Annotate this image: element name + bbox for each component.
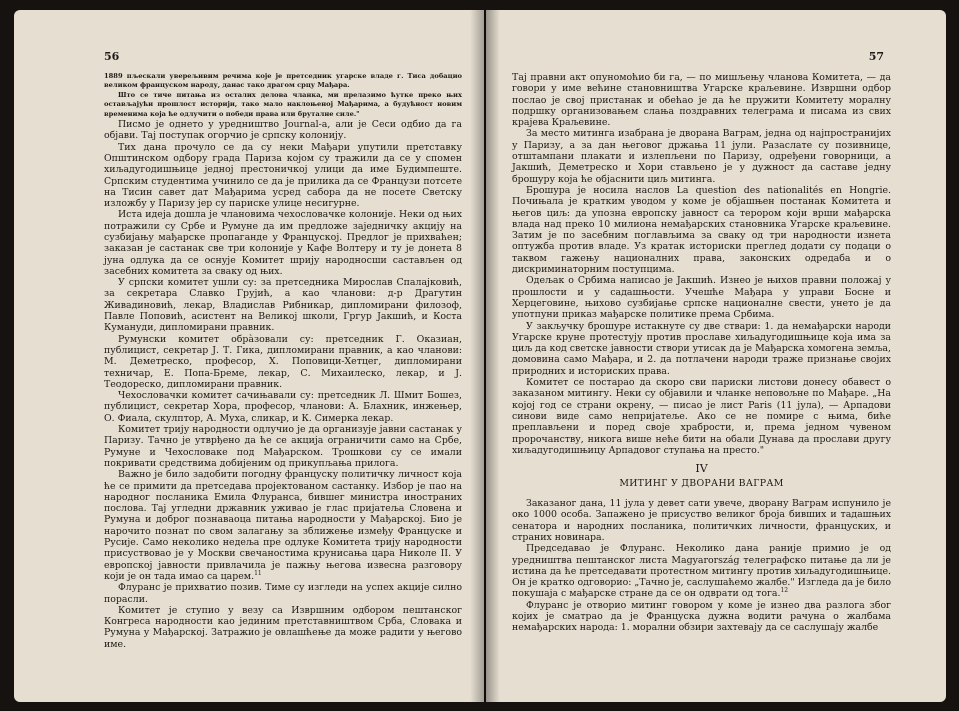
paragraph: Комитет трију народности одлучио је да организује јавни састанак у Паризу. Тачно је утврђено да ће се акција ограничити само на Србе, Румуне и Чехословаке под Мађарском. Трошкови су се имали покривати средствима добијеним од прикупљања прилога. <box>104 424 462 469</box>
paragraph: У закључку брошуре истакнуте су две ствари: 1. да немађарски народи Угарске круне протестују против прославе хиљадугодишњице која има за циљ да код светске јавности створи утисак да је Мађарска хомогена земља, домовина само Мађара, и 2. да потлачени народи траже признање својих природних и историских права. <box>512 320 891 377</box>
chapter-number: IV <box>695 462 708 476</box>
footnote-reference: 12 <box>780 587 789 595</box>
paragraph: Брошура је носила наслов La question des nationalités en Hongrie. Почињала је кратким уводом у коме је објашњен постанак Комитета и његов циљ: да упозна европску јавност са терором који врши мађарска влада над преко 10 милиона немађарских становника Угарске краљевине. Затим је по засебним поглављима за сваку од три народности изнета оптужба против владе. Уз кратак историски преглед додати су подаци о таквом гажењу националних права, законских одредаба и о дискриминаторним поступцима. <box>512 184 891 276</box>
paragraph: За место митинга изабрана је дворана Ваграм, једна од најпространијих у Паризу, а за дан његовог држања 11 јули. Разаслате су позивнице, отштампани плакати и излепљени по Паризу, одређени говорници, а Јакшић, Деметреско и Хори стављено је у дужност да саставе једну брошуру која ће објаснити циљ митинга. <box>512 128 891 185</box>
chapter-title: МИТИНГ У ДВОРАНИ ВАГРАМ <box>619 478 784 490</box>
paragraph: Румунски комитет обра̀зовали су: претседник Г. Оказиан, публицист, секретар Ј. Т. Гика, дипломирани правник, а као чланови: М. Деметреско, професор, Х. Поповици-Хетцег, дипломирани техничар, Е. Попа-Бреме, лекар, С. Михаилеско, лекар, и Ј. Теодореско, дипломирани правник. <box>104 333 462 390</box>
footnote-block <box>104 72 462 119</box>
paragraph: Чехословачки комитет сачињавали су: претседник Л. Шмит Бошез, публицист, секретар Хора, професор, чланови: А. Блахник, инжењер, О. Фиала, скулптор, А. Муха, сликар, и К. Симерка лекар. <box>104 390 462 424</box>
paragraph: Иста идеја дошла је члановима чехословачке колоније. Неки од њих потражили су Србе и Румуне да им предложе заједничку акцију на сузбијању мађарске пропаганде у Француској. Предлог је прихваћен; заказан је састанак све три колоније у Кафе Волтеру и ту је донета 8 јуна одлука да се оснује Комитет шрију народносши састављен од засебних комитета за сваку од њих. <box>104 209 462 277</box>
left-page-text <box>104 72 462 650</box>
paragraph <box>104 469 462 582</box>
paragraph: Комитет се постарао да скоро сви париски листови донесу обавест о заказаном митингу. Неки су објавили и чланке неповољне по Мађаре. „На којој год се страни окрену, — писао је лист Paris (11 јула), — Арпадови синови виде само непријатеље. Ако се не помире с њима, биће преплављени и поред своје храбрости, и, према једном чувеном пророчанству, никога више неће бити на обали Дунава да прослави другу хиљадугодишњицу Арпадовог ступања на престо." <box>512 377 891 456</box>
footnote-reference: 11 <box>254 569 262 577</box>
paragraph-text: Председавао је Флуранс. Неколико дана раније примио је од уредништва пештанског листа Magyarország телеграфско питање да ли је истина да ће претседавати протестном митингу против хиљадугодишњице. Он је кратко одговорио: „Тачно је, саслушаћемо жалбе." Изгледа да је било покушаја с мађарске стране да се он одврати од тога. <box>512 543 891 600</box>
page-number-left: 56 <box>104 50 120 63</box>
paragraph: Писмо је однето у уредништво Journal-а, али је Сеси одбио да га објави. Тај поступак огорчио је српску колонију. <box>104 119 462 142</box>
paragraph: Комитет је ступио у везу са Извршним одбором пештанског Конгреса народности као јединим претставништвом Срба, Словака и Румуна у Мађарској. Затражио је овлашћење да може радити у његово име. <box>104 604 462 650</box>
left-page <box>14 10 484 702</box>
footnote-line: Што се тиче питања из осталих делова чланка, ми прелазимо ћутке преко њих остављајући прошлост историји, тако мало наклоњеној Мађарима, а будућност новим временима која ће одлучити о победи права или бруталне силе." <box>104 90 462 118</box>
paragraph: Одељак о Србима написао је Јакшић. Изнео је њихов правни положај у прошлости и у садашњости. Учешће Мађара у управи Босне и Херцеговине, њихово сузбијање српске националне свести, унето је да употпуни приказ мађарске политике према Србима. <box>512 275 891 321</box>
paragraph-text: Важно је било задобити погодну француску политичку личност која ће се примити да претседава пројектованом састанку. Избор је пао на народног посланика Емила Флуранса, бившег министра иностраних послова. Тај угледни државник уживао је глас пријатеља Словена и Румуна и доброг познаваоца питања народности у Мађарској. Био је нарочито познат по свом залагању за зближење између Француске и Русије. Само неколико недеља пре одлуке Комитета трију народности присуствовао је у Москви свечаностима крунисања цара Николе II. У европској јавности привлачила је пажњу његова извесна разговору који је он тада имао са царем. <box>104 469 462 582</box>
paragraph: Заказаног дана, 11 јула у девет сати увече, дворану Ваграм испунило је око 1000 особа. Запажено је присуство великог броја бивших и тадашњих сенатора и народних посланика, политичких личности, француских, и страних новинара. <box>512 498 891 543</box>
paragraph: Тих дана прочуло се да су неки Мађари упутили претставку Општинском одбору града Париза којом су тражили да се у спомен хиљадугодишњице једној престоничкој улици да име Будимпеште. Српским студентима учинило се да је прилика да се Французи потсете на Тисин савет дат Мађарима усред сабора да не посете Светску изложбу у Паризу јер су париске улице несигурне. <box>104 141 462 210</box>
paragraph: У српски комитет ушли су: за претседника Мирослав Спалајковић, за секретара Славко Грујић, а као чланови: д-р Драгутин Живадиновић, лекар, Владислав Рибникар, дипломирани филозоф, Павле Поповић, асистент на Великој школи, Гргур Јакшић, и Коста Кумануди, дипломирани правник. <box>104 277 462 334</box>
paragraph: Флуранс је отворио митинг говором у коме је изнео два разлога због којих је сматрао да је Француска дужна водити рачуна о жалбама немађарских народа: 1. морални обзири захтевају да се саслушају жалбе <box>512 599 891 634</box>
paragraph: Тај правни акт опуномоћио би га, — по мишљењу чланова Комитета, — да говори у име већине становништва Угарске краљевине. Извршни одбор послао је свој пристанак и обећао је да ће пружити Комитету моралну подршку организовањем слања поздравних телеграма и писама из свих крајева Краљевине. <box>512 72 891 129</box>
footnote-line: 1889 пљескали уверељивим речима које је претседник угарске владе г. Тиса добацио великом француском народу, данас тако драгом срцу Мађара. <box>104 72 462 90</box>
paragraph <box>512 543 891 599</box>
right-page <box>486 10 946 702</box>
paragraph: Флуранс је прихватио позив. Тиме су изгледи на успех акције силно порасли. <box>104 582 462 605</box>
right-page-text <box>512 72 891 634</box>
page-number-right: 57 <box>868 50 884 63</box>
